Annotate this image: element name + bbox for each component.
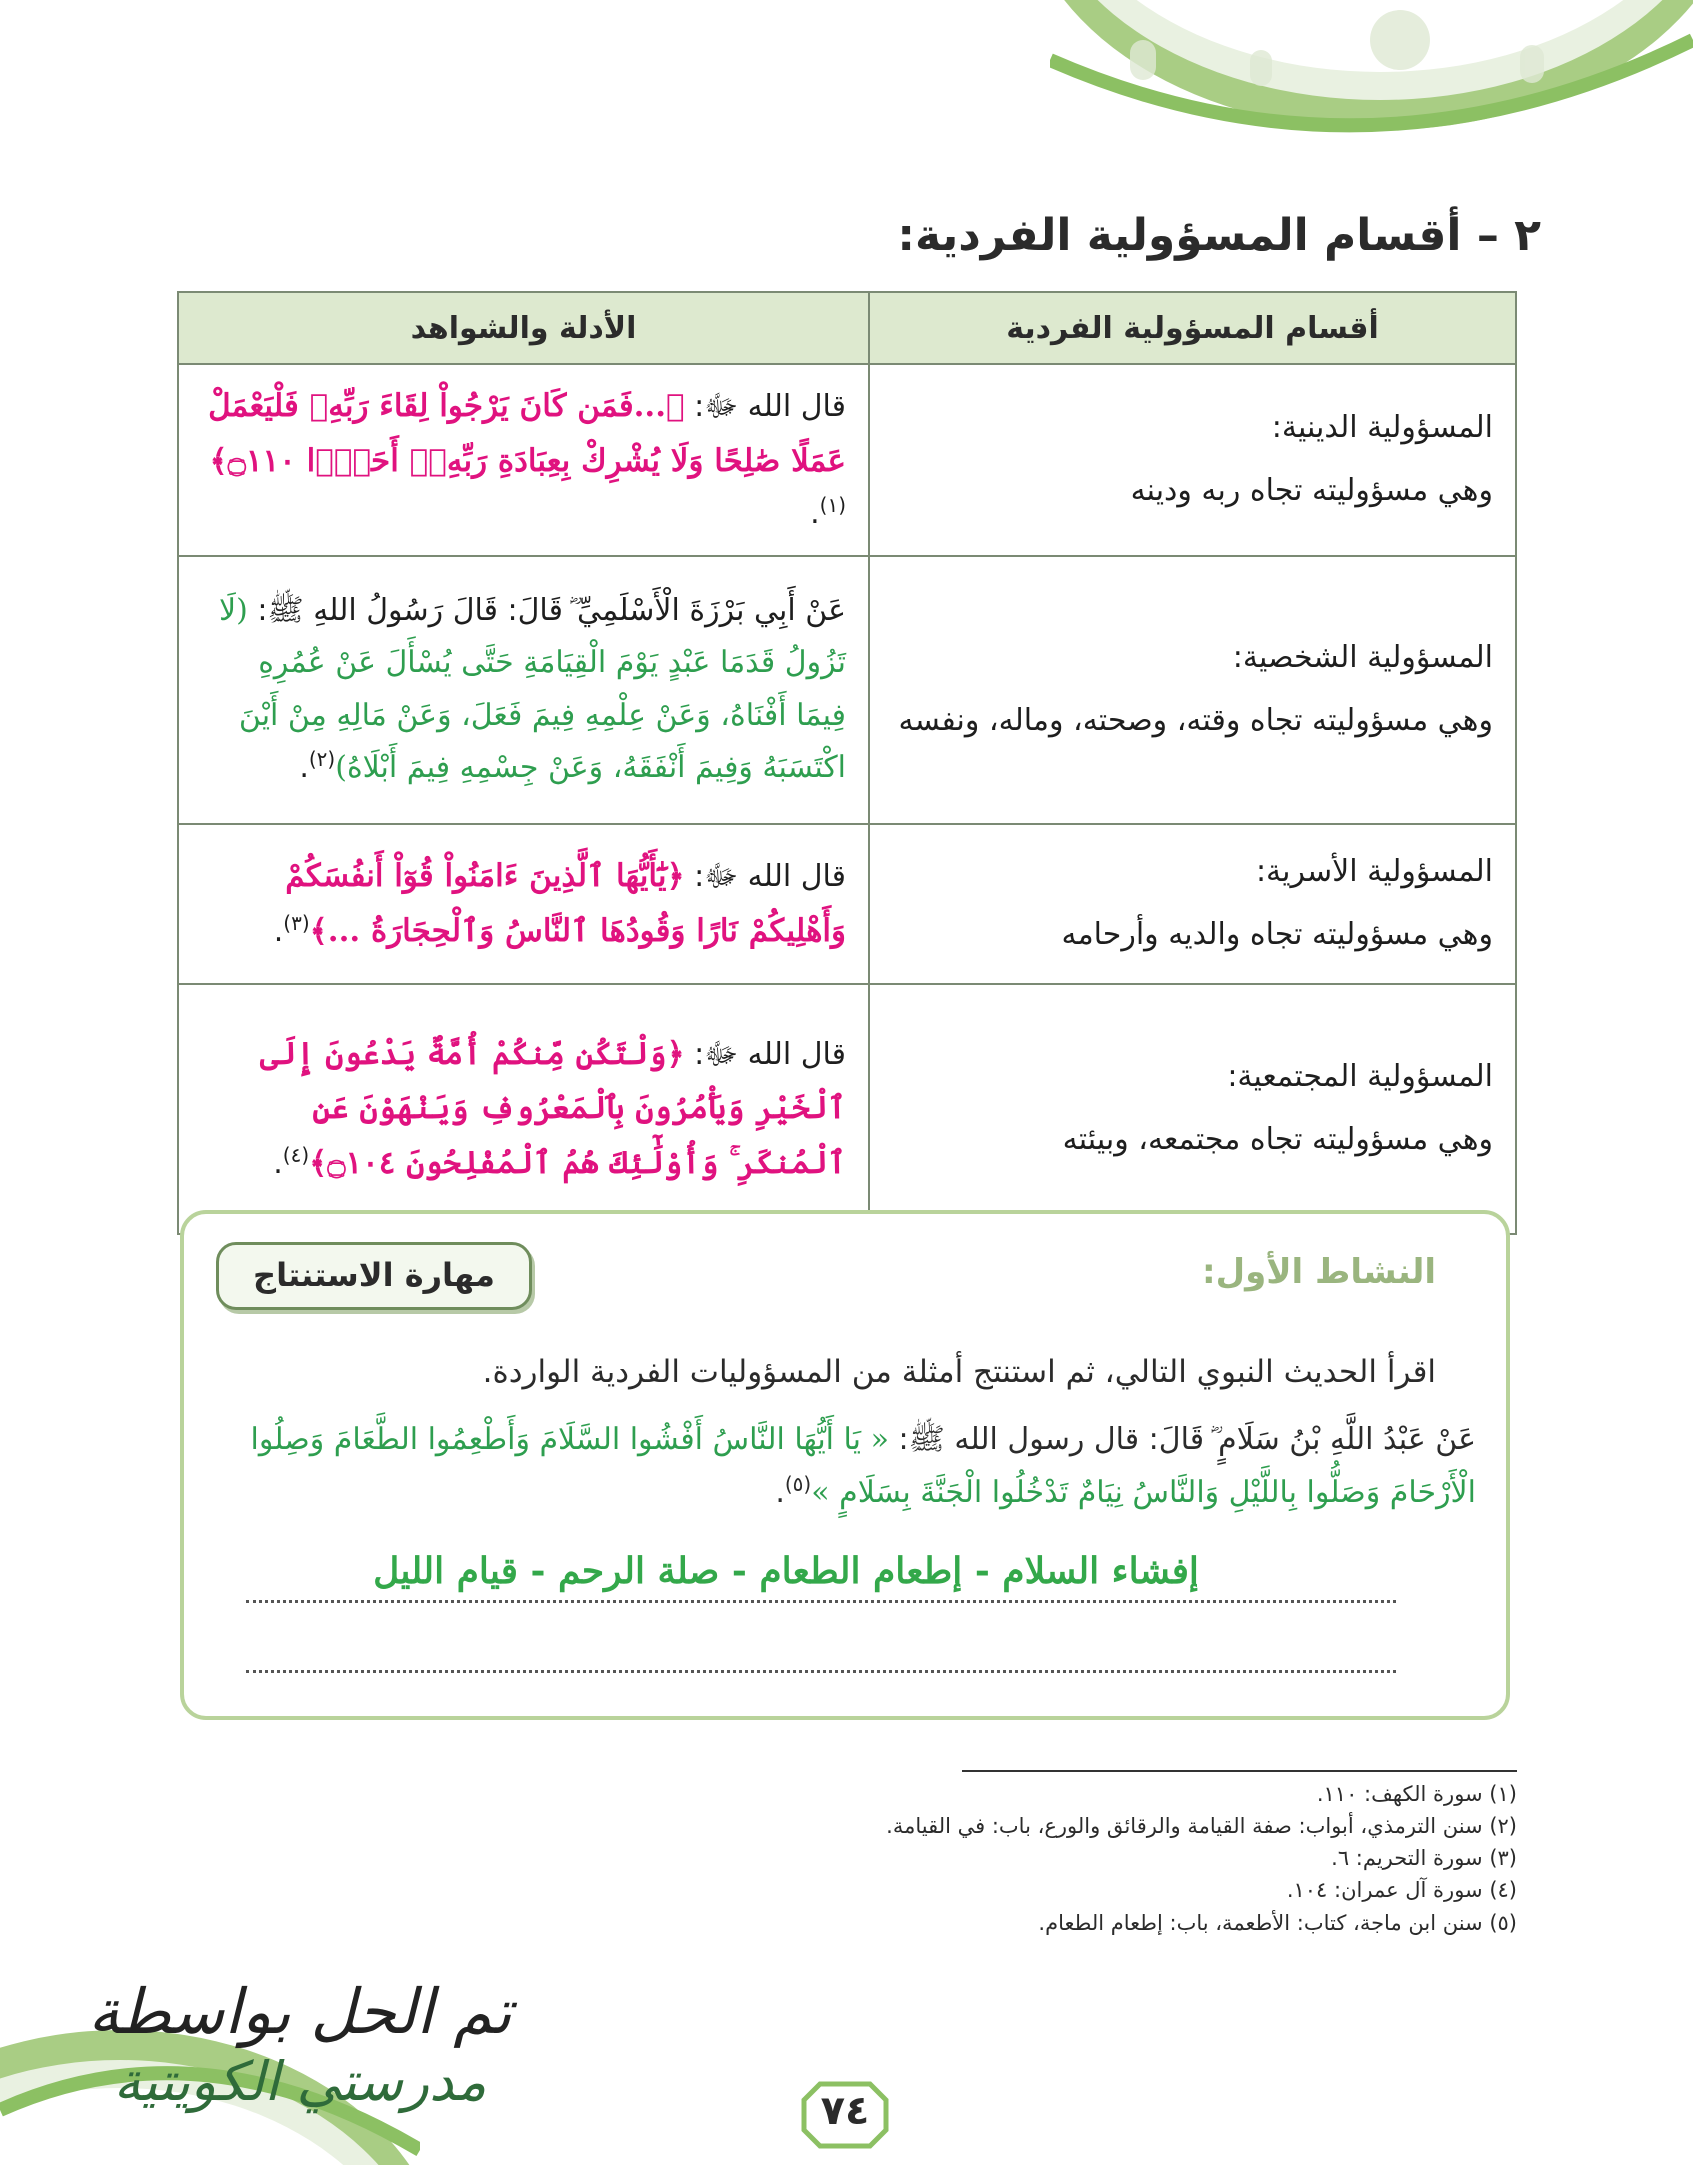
handwritten-signature — [20, 1975, 580, 2113]
header-type: أقسام المسؤولية الفردية — [869, 292, 1516, 364]
top-decoration — [1050, 0, 1693, 150]
activity-box — [180, 1210, 1510, 1720]
end-mark: . — [775, 1474, 785, 1510]
hadith-text: (لَا تَزُولُ قَدَمَا عَبْدٍ يَوْمَ الْقِيَامَةِ حَتَّى يُسْأَلَ عَنْ عُمُرِهِ فِيمَا أَفْنَاهُ، وَعَنْ عِلْمِهِ فِيمَ فَعَلَ، وَعَنْ مَالِهِ مِنْ أَيْنَ اكْتَسَبَهُ وَفِيمَ أَنْفَقَهُ، وَعَنْ جِسْمِهِ فِيمَ أَبْلَاهُ) — [218, 592, 846, 785]
activity-hadith — [206, 1414, 1476, 1519]
type-desc: وهي مسؤوليته تجاه وقته، وصحته، وماله، ونفسه — [898, 702, 1493, 738]
hadith-intro: عَنْ عَبْدُ اللَّهِ بْنُ سَلَامٍ ؓ قَالَ: قال رسول الله ﷺ: — [898, 1422, 1476, 1457]
type-cell — [869, 364, 1516, 556]
evidence-intro: قال الله ﷻ: — [694, 859, 846, 894]
evidence-intro: قال الله ﷻ: — [694, 1036, 846, 1072]
footnote-ref: (٥) — [784, 1471, 812, 1496]
footnote-ref: (٣) — [283, 910, 310, 935]
type-cell — [869, 824, 1516, 984]
type-desc: وهي مسؤوليته تجاه والديه وأرحامه — [1061, 916, 1493, 952]
activity-instruction: اقرأ الحديث النبوي التالي، ثم استنتج أمثلة من المسؤوليات الفردية الواردة. — [482, 1354, 1436, 1390]
evidence-intro: قال الله ﷻ: — [694, 389, 846, 424]
signature-line-1: تم الحل بواسطة — [88, 1975, 512, 2048]
evidence-cell — [178, 556, 869, 824]
quran-verse: ﴿...فَمَن كَانَ يَرْجُواْ لِقَاءَ رَبِّهِۦ فَلْيَعْمَلْ عَمَلًا صَٰلِحًا وَلَا يُشْرِكْ بِعِبَادَةِ رَبِّهِۦٓ أَحَدًۢا ۝١١٠﴾ — [208, 388, 846, 479]
page-number: ٧٤ — [820, 2088, 870, 2134]
skill-tab: مهارة الاستنتاج — [216, 1242, 532, 1310]
signature-line-2: مدرستي الكويتية — [113, 2050, 487, 2113]
table-row — [178, 556, 1516, 824]
evidence-cell — [178, 984, 869, 1234]
footnote: (٢) سنن الترمذي، أبواب: صفة القيامة والرقائق والورع، باب: في القيامة. — [886, 1814, 1517, 1839]
type-name: المسؤولية الدينية: — [1271, 410, 1493, 446]
evidence-cell — [178, 364, 869, 556]
footnote: (٣) سورة التحريم: ٦. — [1331, 1846, 1517, 1871]
table-row — [178, 824, 1516, 984]
section-title: ٢ – أقسام المسؤولية الفردية: — [897, 210, 1541, 261]
type-desc: وهي مسؤوليته تجاه ربه ودينه — [1130, 472, 1493, 508]
footnotes — [617, 1778, 1517, 1939]
responsibility-table — [177, 291, 1517, 1235]
type-cell — [869, 984, 1516, 1234]
evidence-cell — [178, 824, 869, 984]
type-name: المسؤولية الأسرية: — [1255, 854, 1493, 889]
header-evidence: الأدلة والشواهد — [178, 292, 869, 364]
quran-verse: ﴿يَٰٓأَيُّهَا ٱلَّذِينَ ءَامَنُواْ قُوٓاْ أَنفُسَكُمْ وَأَهْلِيكُمْ نَارًا وَقُودُهَا ٱلنَّاسُ وَٱلْحِجَارَةُ ...﴾ — [285, 858, 846, 949]
footnote-ref: (١) — [819, 493, 846, 517]
end-mark: . — [273, 913, 284, 949]
type-name: المسؤولية الشخصية: — [1232, 640, 1493, 675]
evidence-intro: عَنْ أَبِي بَرْزَةَ الْأَسْلَمِيِّ ؓ قَالَ: قَالَ رَسُولُ اللهِ ﷺ: — [257, 592, 846, 628]
quran-verse: ﴿وَلْتَكُن مِّنكُمْ أُمَّةٌ يَدْعُونَ إِلَى ٱلْخَيْرِ وَيَأْمُرُونَ بِٱلْمَعْرُوفِ وَيَنْهَوْنَ عَنِ ٱلْمُنكَرِ ۚ وَأُوْلَٰٓئِكَ هُمُ ٱلْمُفْلِحُونَ ۝١٠٤﴾ — [260, 1035, 846, 1181]
footnote: (١) سورة الكهف: ١١٠. — [1316, 1782, 1517, 1806]
footnote: (٥) سنن ابن ماجة، كتاب: الأطعمة، باب: إطعام الطعام. — [1038, 1910, 1517, 1935]
footnote: (٤) سورة آل عمران: ١٠٤. — [1286, 1878, 1517, 1903]
table-header-row — [178, 292, 1516, 364]
end-mark: . — [273, 1145, 283, 1181]
type-name: المسؤولية المجتمعية: — [1227, 1059, 1493, 1094]
footnote-ref: (٤) — [282, 1142, 310, 1167]
table-row — [178, 984, 1516, 1234]
footnote-divider — [962, 1770, 1517, 1772]
end-mark: . — [810, 496, 820, 531]
table-row — [178, 364, 1516, 556]
type-cell — [869, 556, 1516, 824]
answer-text: إفشاء السلام - إطعام الطعام - صلة الرحم - قيام الليل — [373, 1550, 1199, 1592]
end-mark: . — [299, 750, 309, 785]
answer-line-2[interactable] — [246, 1670, 1396, 1673]
answer-line-1[interactable] — [246, 1600, 1396, 1603]
hadith-text: « يَا أَيُّهَا النَّاسُ أَفْشُوا السَّلَامَ وَأَطْعِمُوا الطَّعَامَ وَصِلُوا الْأَرْحَامَ وَصَلُّوا بِاللَّيْلِ وَالنَّاسُ نِيَامٌ تَدْخُلُوا الْجَنَّةَ بِسَلَامٍ » — [250, 1422, 1476, 1510]
type-desc: وهي مسؤوليته تجاه مجتمعه، وبيئته — [1062, 1121, 1493, 1157]
footnote-ref: (٢) — [308, 747, 336, 771]
activity-label: النشاط الأول: — [1201, 1252, 1436, 1292]
